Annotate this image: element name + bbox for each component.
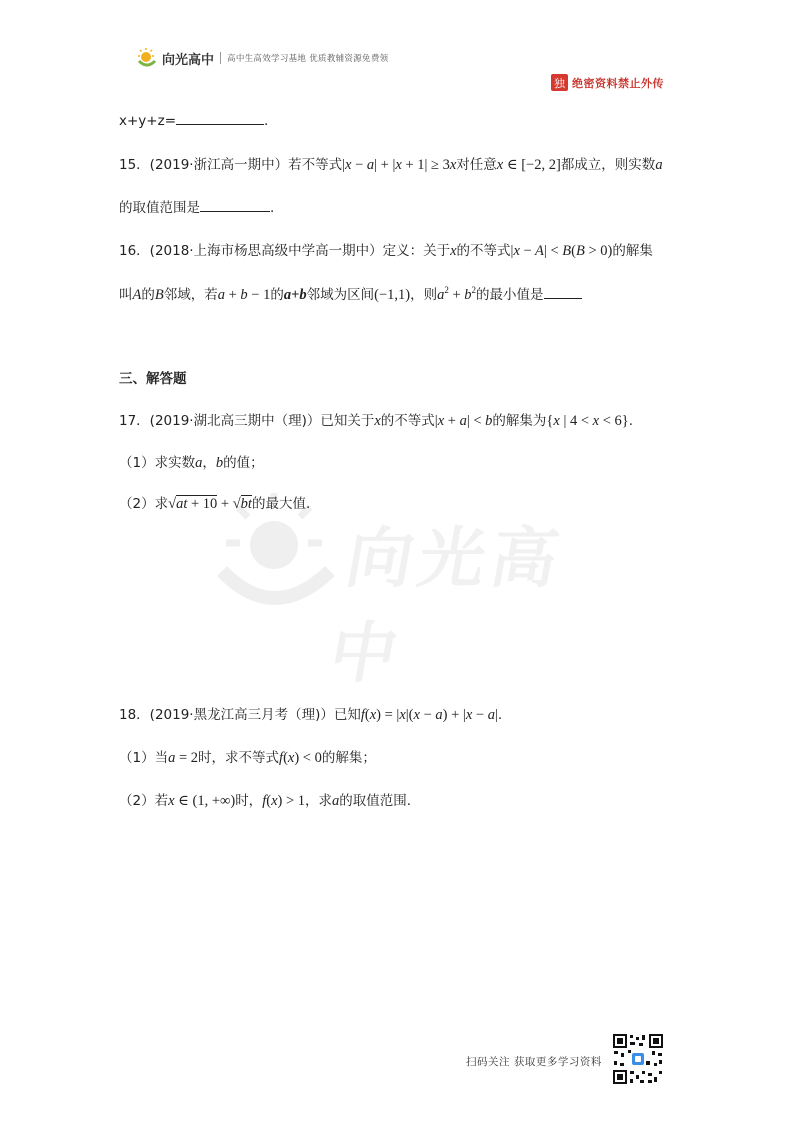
q17-var-b: b [215,455,224,471]
section-title: 三、解答题 [119,371,187,387]
q18-end: . [497,707,503,723]
confidential-badge [551,74,664,91]
q15-inequality: |x − a| + |x + 1| ≥ 3x [342,157,457,173]
q18-part2 [119,789,411,810]
q18-stem [119,703,502,724]
q18-p2-mid: 时， [235,793,263,809]
q15-line2 [119,196,274,216]
q17-var-x: x [374,413,381,429]
q16-text-c: 邻域，若 [163,287,218,303]
q15-line2: 的取值范围是 [119,200,200,216]
q17-inequality: |x + a| < b [434,413,493,429]
q14-end: . [264,113,269,129]
q16-suffix: 的解集 [612,243,653,259]
q16-var-x: x [450,243,457,259]
q18-domain: x ∈ (1, +∞) [168,793,236,809]
q18-a-eq: a = 2 [168,750,199,766]
q16-text-g: 的最小值是 [476,287,544,303]
q18-function: f(x) = |x|(x − a) + |x − a| [360,707,498,723]
q16-text-a: 叫 [119,287,133,303]
header-logo [136,47,388,69]
q15-domain: x ∈ [−2, 2] [496,157,561,173]
q16-expr-bold: a+b [283,287,307,303]
q16-sum-squares: $a^2 + b^2$ [437,285,477,303]
q16-line1 [119,239,653,260]
q17-p1-prefix: （1）求实数 [119,455,196,471]
q16-interval: (−1,1) [374,287,411,303]
header-divider [220,52,221,64]
q16-text-d: 的 [270,287,284,303]
answer-blank [544,286,582,299]
q18-ineq: f(x) < 0 [279,750,322,766]
badge-text: 绝密资料禁止外传 [572,76,664,90]
q17-end: . [628,413,634,429]
q18-cond: f(x) > 1 [262,793,306,809]
q15-line1 [119,153,663,174]
answer-blank [176,112,264,125]
q18-p2-suffix: 的取值范围. [339,793,412,809]
q15-prefix: 15．(2019·浙江高一期中）若不等式 [119,157,343,173]
q14-text: x+y+z= [119,113,176,129]
q18-p2-prefix: （2）若 [119,793,169,809]
q16-var-B: B [154,287,164,303]
watermark-text: 向光高中 [323,520,571,692]
answer-blank [200,199,270,212]
q17-sqrt-expr: √at + 10 + √bt [168,496,252,512]
footer-text: 扫码关注 获取更多学习资料 [466,1056,602,1068]
q14-tail [119,112,268,129]
q16-inequality: |x − A| < B(B > 0) [510,243,613,259]
q15-mid: 对任意 [456,157,497,173]
q18-p1-prefix: （1）当 [119,750,169,766]
q17-solution-set: {x | 4 < x < 6} [546,413,629,429]
q17-p1-suffix: 的值； [223,455,264,471]
q18-p2-mid2: ，求 [305,793,333,809]
q16-mid: 的不等式 [456,243,511,259]
q17-part1 [119,451,264,472]
q16-prefix: 16．(2018·上海市杨思高级中学高一期中）定义：关于 [119,243,451,259]
q18-p1-suffix: 的解集； [321,750,376,766]
q15-suffix: 都成立，则实数 [560,157,656,173]
q15-end: . [270,200,275,216]
q16-text-e: 邻域为区间 [306,287,375,303]
sun-logo-icon [136,47,158,69]
qr-code-icon[interactable] [612,1033,664,1085]
q16-var-A: A [132,287,142,303]
q17-part2 [119,492,310,513]
q17-p2-suffix: 的最大值. [251,496,311,512]
q18-p1-mid: 时，求不等式 [198,750,280,766]
q15-var-a: a [655,157,663,173]
q17-var-a: a [195,455,203,471]
q17-p2-prefix: （2）求 [119,496,169,512]
q16-expr: a + b − 1 [217,287,271,303]
q16-text-f: ，则 [410,287,438,303]
q18-part1 [119,746,376,767]
q17-p1-mid: ， [202,455,216,471]
badge-seal-icon: 独 [551,74,568,91]
q16-text-b: 的 [141,287,155,303]
q18-prefix: 18．(2019·黑龙江高三月考（理)）已知 [119,707,361,723]
brand-name: 向光高中 [162,52,215,68]
q17-prefix: 17．(2019·湖北高三期中（理)）已知关于 [119,413,375,429]
q17-stem [119,409,633,430]
q17-mid: 的不等式 [380,413,435,429]
q16-line2 [119,283,582,304]
brand-slogan: 高中生高效学习基地 优质教辅资源免费领 [227,54,389,64]
q17-mid2: 的解集为 [492,413,547,429]
q18-var-a: a [332,793,340,809]
